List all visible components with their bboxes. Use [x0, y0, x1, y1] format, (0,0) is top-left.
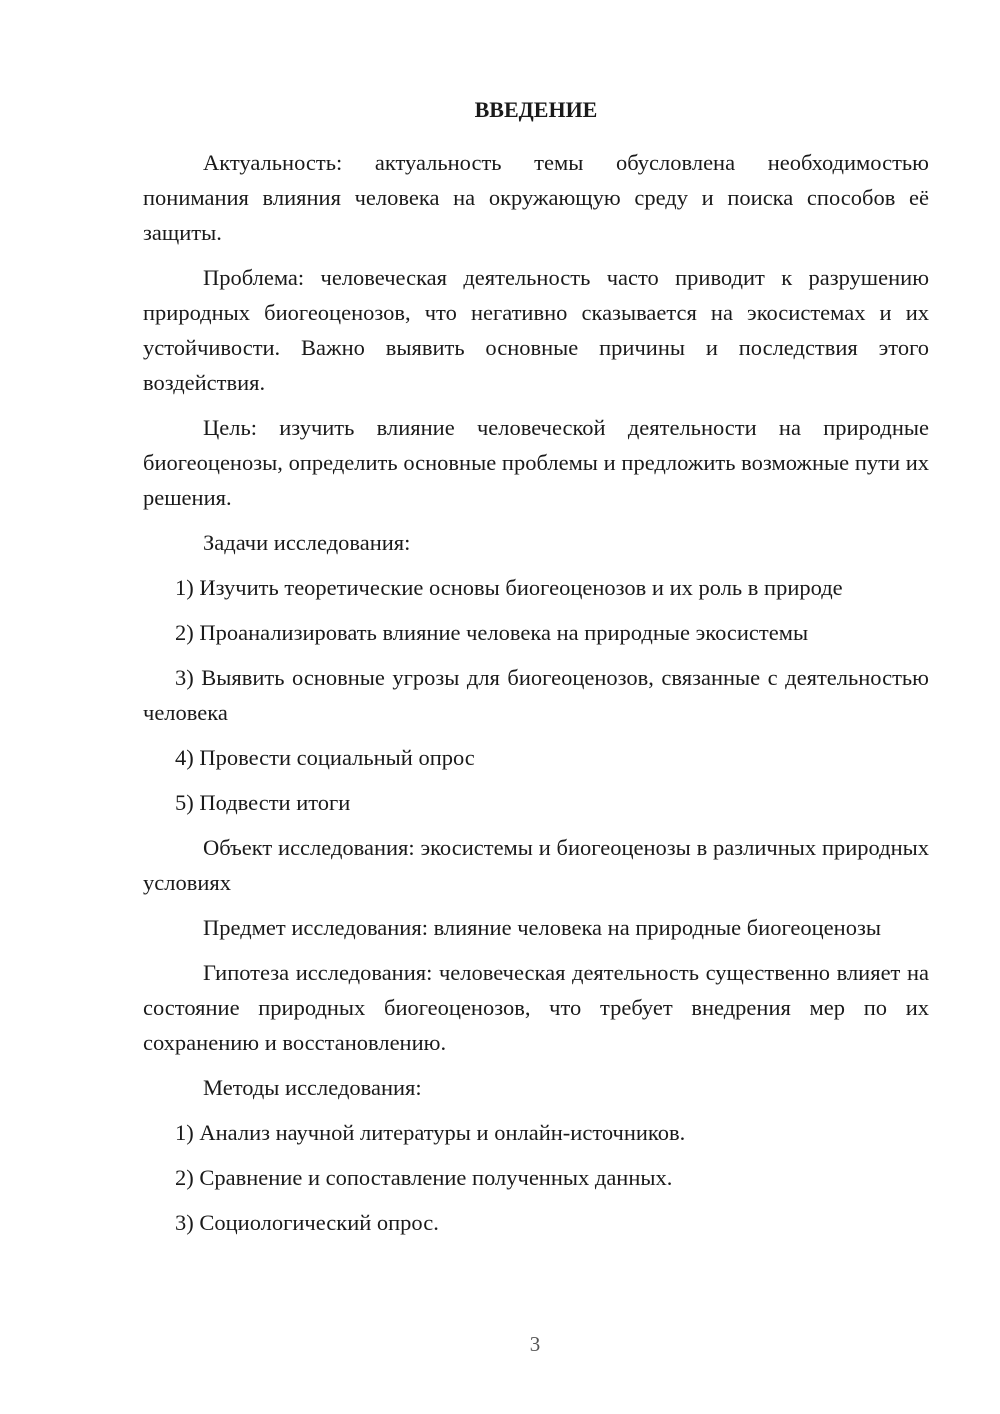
page-title: ВВЕДЕНИЕ — [474, 97, 598, 122]
method-item: 1) Анализ научной литературы и онлайн-источников. — [175, 1120, 686, 1145]
page-number: 3 — [529, 1332, 541, 1356]
methods-heading: Методы исследования: — [203, 1075, 422, 1100]
task-item: 1) Изучить теоретические основы биогеоценозов и их роль в природе — [175, 575, 843, 600]
method-item: 3) Социологический опрос. — [175, 1210, 439, 1235]
task-item: 2) Проанализировать влияние человека на природные экосистемы — [175, 620, 809, 645]
subject-paragraph: Предмет исследования: влияние человека на природные биогеоценозы — [203, 915, 881, 940]
problem-paragraph: Проблема: человеческая деятельность часто приводит к разрушению природных биогеоценозов, что негативно сказывается на экосистемах и их устойчивости. Важно выявить основные причины и последствия этого воздействия. — [143, 265, 929, 395]
document-page — [143, 92, 929, 1250]
task-item: 3) Выявить основные угрозы для биогеоценозов, связанные с деятельностью человека — [143, 665, 929, 725]
goal-paragraph: Цель: изучить влияние человеческой деятельности на природные биогеоценозы, определить основные проблемы и предложить возможные пути их решения. — [143, 415, 929, 510]
tasks-heading: Задачи исследования: — [203, 530, 411, 555]
task-item: 5) Подвести итоги — [175, 790, 351, 815]
hypothesis-paragraph: Гипотеза исследования: человеческая деятельность существенно влияет на состояние природных биогеоценозов, что требует внедрения мер по их сохранению и восстановлению. — [143, 960, 929, 1055]
relevance-paragraph: Актуальность: актуальность темы обусловлена необходимостью понимания влияния человека на окружающую среду и поиска способов её защиты. — [143, 150, 929, 245]
object-paragraph: Объект исследования: экосистемы и биогеоценозы в различных природных условиях — [143, 835, 929, 895]
method-item: 2) Сравнение и сопоставление полученных данных. — [175, 1165, 673, 1190]
task-item: 4) Провести социальный опрос — [175, 745, 475, 770]
